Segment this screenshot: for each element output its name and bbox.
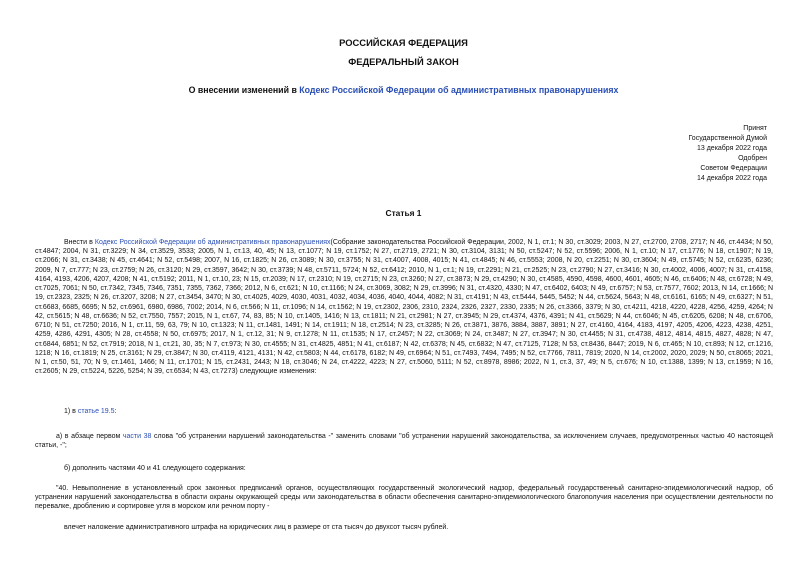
item-a-text: слова "об устранении нарушений законодательства -" заменить словами "об устранении нарушений законодательства, за исключением случаев, предусмотренных частью 40 настоящей статьи, -";	[35, 433, 773, 450]
approval-line: Советом Федерации	[700, 164, 767, 172]
article-19-5-link[interactable]: статье 19.5	[77, 408, 115, 415]
item-a-paragraph	[35, 432, 773, 450]
document-country: РОССИЙСКАЯ ФЕДЕРАЦИЯ	[339, 37, 468, 48]
document-title	[0, 85, 807, 97]
intro-codex-link[interactable]: Кодекс Российской Федерации об административных правонарушениях	[94, 239, 331, 246]
article-intro-paragraph	[35, 238, 773, 377]
item-1-suffix: :	[114, 408, 117, 415]
intro-prefix: Внести в	[64, 239, 95, 246]
document-type: ФЕДЕРАЛЬНЫЙ ЗАКОН	[348, 56, 459, 67]
item-b-paragraph: б) дополнить частями 40 и 41 следующего содержания:	[64, 465, 246, 472]
item-a-prefix: а) в абзаце первом	[56, 433, 123, 440]
approval-line: Одобрен	[738, 154, 767, 162]
part-40-paragraph: "40. Невыполнение в установленный срок законных предписаний органов, осуществляющих государственный экологический надзор, федеральный государственный санитарно-эпидемиологический надзор, об устранении нарушений законодательства в области охраны окружающей среды или законодательства в области обеспечения санитарно-эпидемиологического благополучия населения при осуществлении деятельности по перевалке, дроблению и сортировке угля в морском или речном порту -	[35, 485, 773, 511]
codex-link[interactable]: Кодекс Российской Федерации об административных правонарушениях	[299, 85, 619, 95]
part-40-sanction-paragraph: влечет наложение административного штрафа на юридических лиц в размере от ста тысяч до двухсот тысяч рублей.	[64, 524, 449, 531]
adoption-line: Принят	[743, 125, 767, 132]
part-38-link[interactable]: части 38	[122, 433, 152, 440]
article-heading: Статья 1	[385, 208, 422, 218]
approval-date: 14 декабря 2022 года	[696, 174, 767, 182]
adoption-line: Государственной Думой	[688, 134, 767, 142]
intro-text: (Собрание законодательства Российской Федерации, 2002, N 1, ст.1; N 30, ст.3029; 2003, N 27, ст.2700, 2708, 2717; N 46, ст.4434; N 50, ст.4847; 2004, N 31, ст.3229; N 34, ст.3529, 3533; 2005, N 1, ст.13, 40, 45; N 13, ст.1077; N 19, ст.1752; N 27, ст.2719, 2721; N 30, ст.3104, 3131; N 50, ст.5247; N 52, ст.5596; 2006, N 1, ст.10; N 17, ст.1776; N 18, ст.1907; N 19, ст.2066; N 31, ст.3438; N 45, ст.4641; N 52, ст.5498; 2007, N 16, ст.1825; N 26, ст.3089; N 30, ст.3755; N 31, ст.4007, 4008, 4015; N 41, ст.4845; N 46, ст.5553; 2008, N 20, ст.2251; N 30, ст.3604; N 49, ст.5745; N 52, ст.6235, 6236; 2009, N 7, ст.777; N 23, ст.2759; N 26, ст.3120; N 29, ст.3597, 3642; N 30, ст.3739; N 48, ст.5711, 5724; N 52, ст.6412; 2010, N 1, ст.1; N 19, ст.2291; N 21, ст.2525; N 23, ст.2790; N 27, ст.3416; N 30, ст.4002, 4006, 4007; N 31, ст.4158, 4164, 4193, 4206, 4207, 4208; N 41, ст.5192; 2011, N 1, ст.10, 23; N 15, ст.2039; N 17, ст.2310; N 19, ст.2715; N 23, ст.3260; N 27, ст.3873; N 29, ст.4290; N 30, ст.4585, 4590, 4598, 4600, 4601, 4605; N 46, ст.6406; N 48, ст.6728; N 49, ст.7025, 7061; N 50, ст.7342, 7345, 7346, 7351, 7355, 7362, 7366; 2012, N 6, ст.621; N 10, ст.1166; N 24, ст.3069, 3082; N 29, ст.3996; N 31, ст.4320, 4330; N 47, ст.6402, 6403; N 49, ст.6757; N 53, ст.7577, 7602; 2013, N 14, ст.1666; N 19, ст.2323, 2325; N 26, ст.3207, 3208; N 27, ст.3454, 3470; N 30, ст.4025, 4029, 4030, 4031, 4032, 4034, 4036, 4040, 4044, 4082; N 31, ст.4191; N 43, ст.5444, 5445, 5452; N 44, ст.5624, 5643; N 48, ст.6161, 6165; N 49, ст.6327; N 51, ст.6683, 6685, 6695; N 52, ст.6961, 6980, 6986, 7002; 2014, N 6, ст.566; N 11, ст.1096; N 14, ст.1562; N 19, ст.2302, 2306, 2310, 2324, 2326, 2327, 2330, 2335; N 26, ст.3366, 3379; N 30, ст.4211, 4218, 4220, 4228, 4256, 4259, 4264; N 42, ст.5615; N 48, ст.6636; N 52, ст.7550, 7557; 2015, N 1, ст.67, 74, 83, 85; N 10, ст.1405, 1416; N 13, ст.1811; N 21, ст.2981; N 27, ст.3945; N 29, ст.4374, 4376, 4391; N 41, ст.5629; N 44, ст.6046; N 45, ст.6205, 6208; N 48, ст.6706, 6710; N 51, ст.7250; 2016, N 1, ст.11, 59, 63, 79; N 10, ст.1323; N 11, ст.1481, 1491; N 14, ст.1911; N 18, ст.2514; N 23, ст.3285; N 26, ст.3871, 3876, 3884, 3887, 3891; N 27, ст.4160, 4164, 4183, 4197, 4205, 4206, 4223, 4238, 4251, 4259, 4286, 4291, 4305; N 28, ст.4558; N 50, ст.6975; 2017, N 1, ст.12, 31; N 9, ст.1278; N 11, ст.1535; N 17, ст.2457; N 22, ст.3069; N 24, ст.3487; N 27, ст.3947; N 30, ст.4455; N 31, ст.4738, 4812, 4814, 4815, 4827, 4828; N 47, ст.6844, 6851; N 52, ст.7919; 2018, N 1, ст.21, 30, 35; N 7, ст.973; N 30, ст.4555; N 31, ст.4825, 4851; N 41, ст.6187; N 42, ст.6378; N 45, ст.6832; N 47, ст.7125, 7128; N 53, ст.8436, 8447; 2019, N 6, ст.465; N 10, ст.893; N 12, ст.1216, 1218; N 16, ст.1819; N 25, ст.3161; N 29, ст.3847; N 30, ст.4119, 4121, 4131; N 42, ст.5803; N 44, ст.6178, 6182; N 49, ст.6964; N 51, ст.7493, 7494, 7495; N 52, ст.7766, 7811, 7819; 2020, N 14, ст.2002, 2020, 2029; N 50, ст.8065; 2021, N 1, ст.50, 51, 70; N 9, ст.1461, 1466; N 11, ст.1701; N 15, ст.2431, 2443; N 18, ст.3046; N 24, ст.4222, 4223; N 27, ст.5060, 5111; N 52, ст.8978, 8986; 2022, N 1, ст.3, 37, 49; N 5, ст.676; N 10, ст.1388, 1399; N 13, ст.1959; N 16, ст.2605; N 29, ст.5224, 5226, 5254; N 39, ст.6534; N 43, ст.7273) следующие изменения:	[35, 239, 773, 376]
item-1-paragraph	[64, 407, 764, 416]
adoption-date: 13 декабря 2022 года	[696, 144, 767, 152]
item-1-prefix: 1) в	[64, 408, 78, 415]
document-title-prefix: О внесении изменений в	[188, 85, 300, 95]
adoption-block	[688, 124, 767, 184]
